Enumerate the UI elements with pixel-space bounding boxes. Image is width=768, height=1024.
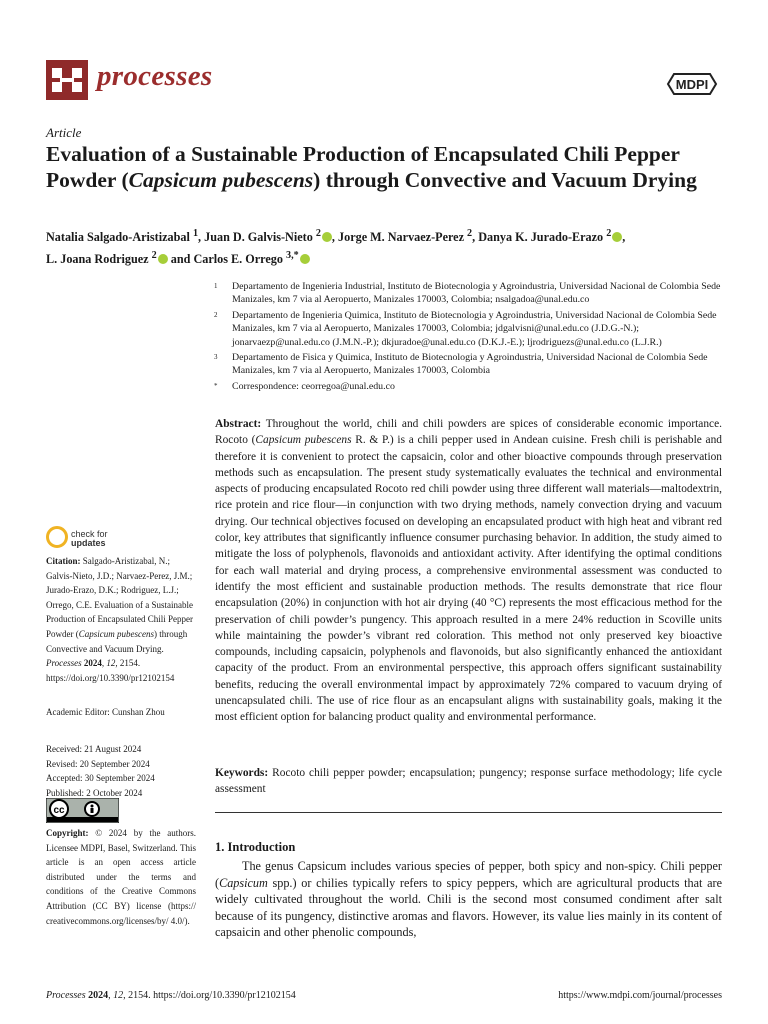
footer-citation [46, 990, 296, 1001]
citation-text: ) through Convective and Vacuum Drying. [46, 628, 188, 654]
mdpi-logo-icon [666, 70, 718, 98]
author-name[interactable]: Danya K. Jurado-Erazo [478, 230, 604, 245]
citation-doi-link[interactable]: 2154. https://doi.org/10.3390/pr12102154 [46, 658, 175, 683]
author-sup: 2 [315, 228, 321, 239]
check-line1: check for [71, 529, 108, 539]
citation-block [46, 554, 196, 685]
orcid-icon[interactable] [612, 232, 622, 242]
author-sup: 1 [192, 228, 199, 239]
affiliations [214, 280, 734, 395]
footer-year: 2024 [85, 990, 109, 1001]
affiliation-number: 2 [214, 310, 218, 319]
intro-text: spp.) or chilies typically refers to spicy peppers, which are agricultural products that are widely cultivated throughout the world. Chili is the second most consumed condiment after salt because of its pungency, distinctive aromas and flavors. However, its value lies mainly in its content of capsaicin and other phenolic compounds, [215, 875, 722, 940]
keywords [215, 765, 722, 798]
author-sup: 2 [151, 249, 157, 261]
keywords-label: Keywords: [215, 767, 269, 779]
article-type: Article [46, 125, 82, 140]
author-list: Natalia Salgado-Aristizabal $^1$, Juan D. Galvis-Nieto $^2$ , Jorge M. Narvaez-Perez $^2$, Danya K. Jurado-Erazo $^2$ , L. Joana Rodriguez $^2$ and Carlos E. Orrego $^{3,*}$ [46, 228, 626, 266]
intro-text: The genus Capsicum includes various species of pepper, both spicy and non-spicy. Chili pepper ( [215, 859, 722, 890]
abstract-label: Abstract: [215, 418, 262, 430]
journal-name: processes [97, 60, 213, 92]
abstract [215, 416, 722, 726]
footer-journal-url[interactable]: https://www.mdpi.com/journal/processes [558, 990, 722, 1001]
copyright-label: Copyright: [46, 828, 89, 838]
affiliation-item [214, 351, 734, 378]
citation-label: Citation: [46, 556, 81, 566]
svg-text:cc: cc [53, 805, 65, 816]
author-name[interactable]: and Carlos E. Orrego [170, 251, 283, 266]
intro-italic: Capsicum [219, 875, 268, 890]
affiliation-number: 3 [214, 353, 218, 362]
correspondence-text: Correspondence: ceorregoa@unal.edu.co [232, 380, 395, 392]
citation-italic: Capsicum pubescens [78, 628, 154, 639]
accepted-date: Accepted: 30 September 2024 [46, 773, 155, 784]
citation-volume: , 12, [101, 658, 118, 669]
abstract-italic: Capsicum pubescens [255, 434, 352, 447]
citation-text: Salgado-Aristizabal, N.; Galvis-Nieto, J.D.; Narvaez-Perez, J.M.; Jurado-Erazo, D.K.; Rodriguez, L.J.; Orrego, C.E. Evaluation of a Sustainable Production of Encapsulated Chili Pepper Powder ( [46, 556, 193, 639]
affiliation-text: Departamento de Ingenieria Industrial, Instituto de Biotecnologia y Agroindustria, Universidad Nacional de Colombia Sede Manizales, km 7 via al Aeropuerto, Manizales 170003, Colombia; nsalgadoa@unal.edu.co [232, 281, 721, 306]
check-line2: updates [71, 538, 106, 548]
affiliation-text: Departamento de Fisica y Quimica, Instituto de Biotecnologia y Agroindustria, Universidad Nacional de Colombia Sede Manizales, km 7 via al Aeropuerto, Manizales 170003, Colombia [232, 352, 708, 377]
citation-year: 2024 [81, 658, 102, 669]
intro-paragraph [215, 858, 722, 941]
title-italic: Capsicum pubescens [128, 168, 314, 192]
affiliation-item [214, 380, 734, 393]
author-sup: 2 [606, 228, 612, 239]
article-title [46, 141, 736, 193]
check-for-updates-icon[interactable] [46, 526, 68, 548]
publisher-name: MDPI [675, 77, 709, 92]
abstract-text: R. & P.) is a chili pepper used in Andean cuisine. Fresh chili is perishable and therefore it is convenient to protect the capsaicin, color and other bioactive compounds through preservation methods such as encapsulation. The present study systematically evaluates the technical and environmental aspects of producing encapsulated Rocoto red chili powder using three different wall materials—maltodextrin, rice protein and rice flour—in conjunction with two drying methods, namely convection drying and vacuum drying. Our technical objectives focused on developing an encapsulated product with high heat and vibrant red color, key attributes that significantly influence consumer purchasing behavior. In addition, the study aimed to mitigate the loss of polyphenols, flavonoids and antioxidant activity. After identifying the optimal conditions for each wall material and drying process, a comprehensive environmental assessment was conducted to identify the most efficient and sustainable production methods. The results demonstrate that rice flour encapsulation (20%) in conjunction with hot air drying (40 °C) represents the most efficacious method for the preservation of chili powder’s pungency. This approach resulted in a mere 24% reduction in Scoville units while maintaining the powder’s vibrant red coloration. This method not only preserved key bioactive compounds, including capsaicin, polyphenols and flavonoids, but also significantly enhanced the antioxidant capacity of the product. From an environmental perspective, this approach offers significant sustainability benefits, reducing the overall environmental impact by approximately 72% compared to vacuum drying of unencapsulated chili. The use of rice flour as an encapsulant aligns with sustainability goals, making it the most efficient option for balancing product quality and environmental performance. [215, 434, 722, 724]
footer-doi-link[interactable]: 2154. https://doi.org/10.3390/pr12102154 [125, 990, 296, 1001]
affiliation-item [214, 280, 734, 307]
dates-block [46, 742, 196, 800]
published-date: Published: 2 October 2024 [46, 787, 143, 798]
orcid-icon[interactable] [158, 254, 168, 264]
footer-journal: Processes [46, 990, 86, 1001]
orcid-icon[interactable] [300, 254, 310, 264]
revised-date: Revised: 20 September 2024 [46, 758, 150, 769]
check-for-updates-label[interactable] [71, 530, 108, 548]
received-date: Received: 21 August 2024 [46, 744, 142, 754]
title-text: Evaluation of a Sustainable Production of Encapsulated Chili Pepper Powder ( [46, 142, 680, 192]
section-divider [215, 812, 722, 813]
affiliation-text: Departamento de Ingenieria Quimica, Instituto de Biotecnologia y Agroindustria, Universidad Nacional de Colombia Sede Manizales, km 7 via al Aeropuerto, Manizales 170003, Colombia; jdgalvisni@unal.edu.co (J.D.G.-N.); jonarvaezp@unal.edu.co (J.M.N.-P.); dkjuradoe@unal.edu.co (D.K.J.-E.); ljrodriguezs@unal.edu.co (L.J.R.) [232, 309, 717, 348]
affiliation-item [214, 309, 734, 349]
footer-volume: , 12, [108, 990, 126, 1001]
author-name[interactable]: Juan D. Galvis-Nieto [204, 230, 313, 245]
academic-editor: Academic Editor: Cunshan Zhou [46, 707, 165, 717]
title-text-end: ) through Convective and Vacuum Drying [313, 168, 697, 192]
author-sup: 2 [467, 228, 473, 239]
copyright-block [46, 826, 196, 928]
abstract-text: Throughout the world, chili and chili powders are spices of considerable economic importance. Rocoto ( [215, 418, 722, 447]
keywords-text: Rocoto chili pepper powder; encapsulation; pungency; response surface methodology; life cycle assessment [215, 767, 722, 796]
affiliation-number: * [214, 381, 218, 390]
copyright-text: © 2024 by the authors. Licensee MDPI, Basel, Switzerland. This article is an open access article distributed under the terms and conditions of the Creative Commons Attribution (CC BY) license (https:// creativecommons.org/licenses/by/ 4.0/). [46, 828, 196, 926]
author-name[interactable]: Natalia Salgado-Aristizabal [46, 230, 190, 245]
journal-logo-icon [46, 60, 88, 100]
author-name[interactable]: Jorge M. Narvaez-Perez [338, 230, 464, 245]
section-heading: 1. Introduction [215, 840, 296, 854]
author-name[interactable]: L. Joana Rodriguez [46, 251, 149, 266]
orcid-icon[interactable] [322, 232, 332, 242]
author-sup: 3,* [285, 249, 299, 261]
citation-journal: Processes [46, 658, 82, 669]
affiliation-number: 1 [214, 282, 218, 290]
cc-by-license-icon[interactable] [46, 798, 119, 823]
